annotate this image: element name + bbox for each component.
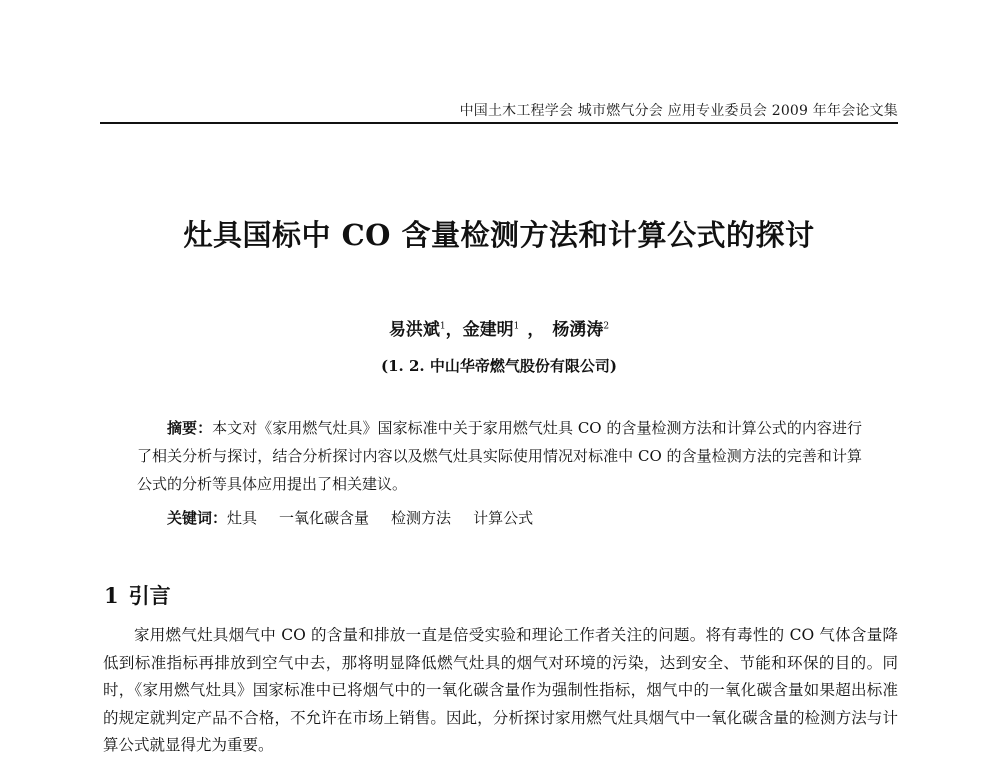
author-separator: ， [445, 320, 463, 340]
keywords-label: 关键词： [167, 509, 228, 527]
abstract [137, 414, 862, 498]
author-list [100, 315, 898, 340]
header-rule [100, 122, 898, 124]
author-affiliation-mark: 2 [603, 321, 610, 332]
author-name: 杨湧涛 [552, 320, 604, 340]
running-header: 中国土木工程学会 城市燃气分会 应用专业委员会 2009 年年会论文集 [459, 103, 898, 119]
keyword: 检测方法 [391, 509, 452, 527]
affiliation: (1. 2. 中山华帝燃气股份有限公司) [381, 357, 617, 375]
author-separator: ， [527, 320, 545, 340]
abstract-text: 本文对《家用燃气灶具》国家标准中关于家用燃气灶具 CO 的含量检测方法和计算公式的内容进行了相关分析与探讨，结合分析探讨内容以及燃气灶具实际使用情况对标准中 CO 的含量检测方法的完善和计算公式的分析等具体应用提出了相关建议。 [137, 419, 862, 493]
section-title: 引言 [128, 583, 171, 608]
author-affiliation-mark: 1 [439, 321, 446, 332]
author-affiliation-mark: 1 [513, 321, 520, 332]
keywords [137, 504, 862, 532]
keyword: 计算公式 [473, 509, 534, 527]
keyword: 灶具 [227, 509, 258, 527]
abstract-label: 摘要： [167, 419, 213, 437]
section-heading [104, 580, 171, 610]
section-number: 1 [104, 583, 119, 608]
paper-title: 灶具国标中 CO 含量检测方法和计算公式的探讨 [183, 218, 815, 252]
author-name: 易洪斌 [388, 320, 440, 340]
body-paragraph: 家用燃气灶具烟气中 CO 的含量和排放一直是倍受实验和理论工作者关注的问题。将有毒性的 CO 气体含量降低到标准指标再排放到空气中去，那将明显降低燃气灶具的烟气对环境的污染，达到安全、节能和环保的目的。同时，《家用燃气灶具》国家标准中已将烟气中的一氧化碳含量作为强制性指标，烟气中的一氧化碳含量如果超出标准的规定就判定产品不合格，不允许在市场上销售。因此，分析探讨家用燃气灶具烟气中一氧化碳含量的检测方法与计算公式就显得尤为重要。 [103, 626, 898, 754]
keyword: 一氧化碳含量 [279, 509, 370, 527]
author-name: 金建明 [462, 320, 514, 340]
